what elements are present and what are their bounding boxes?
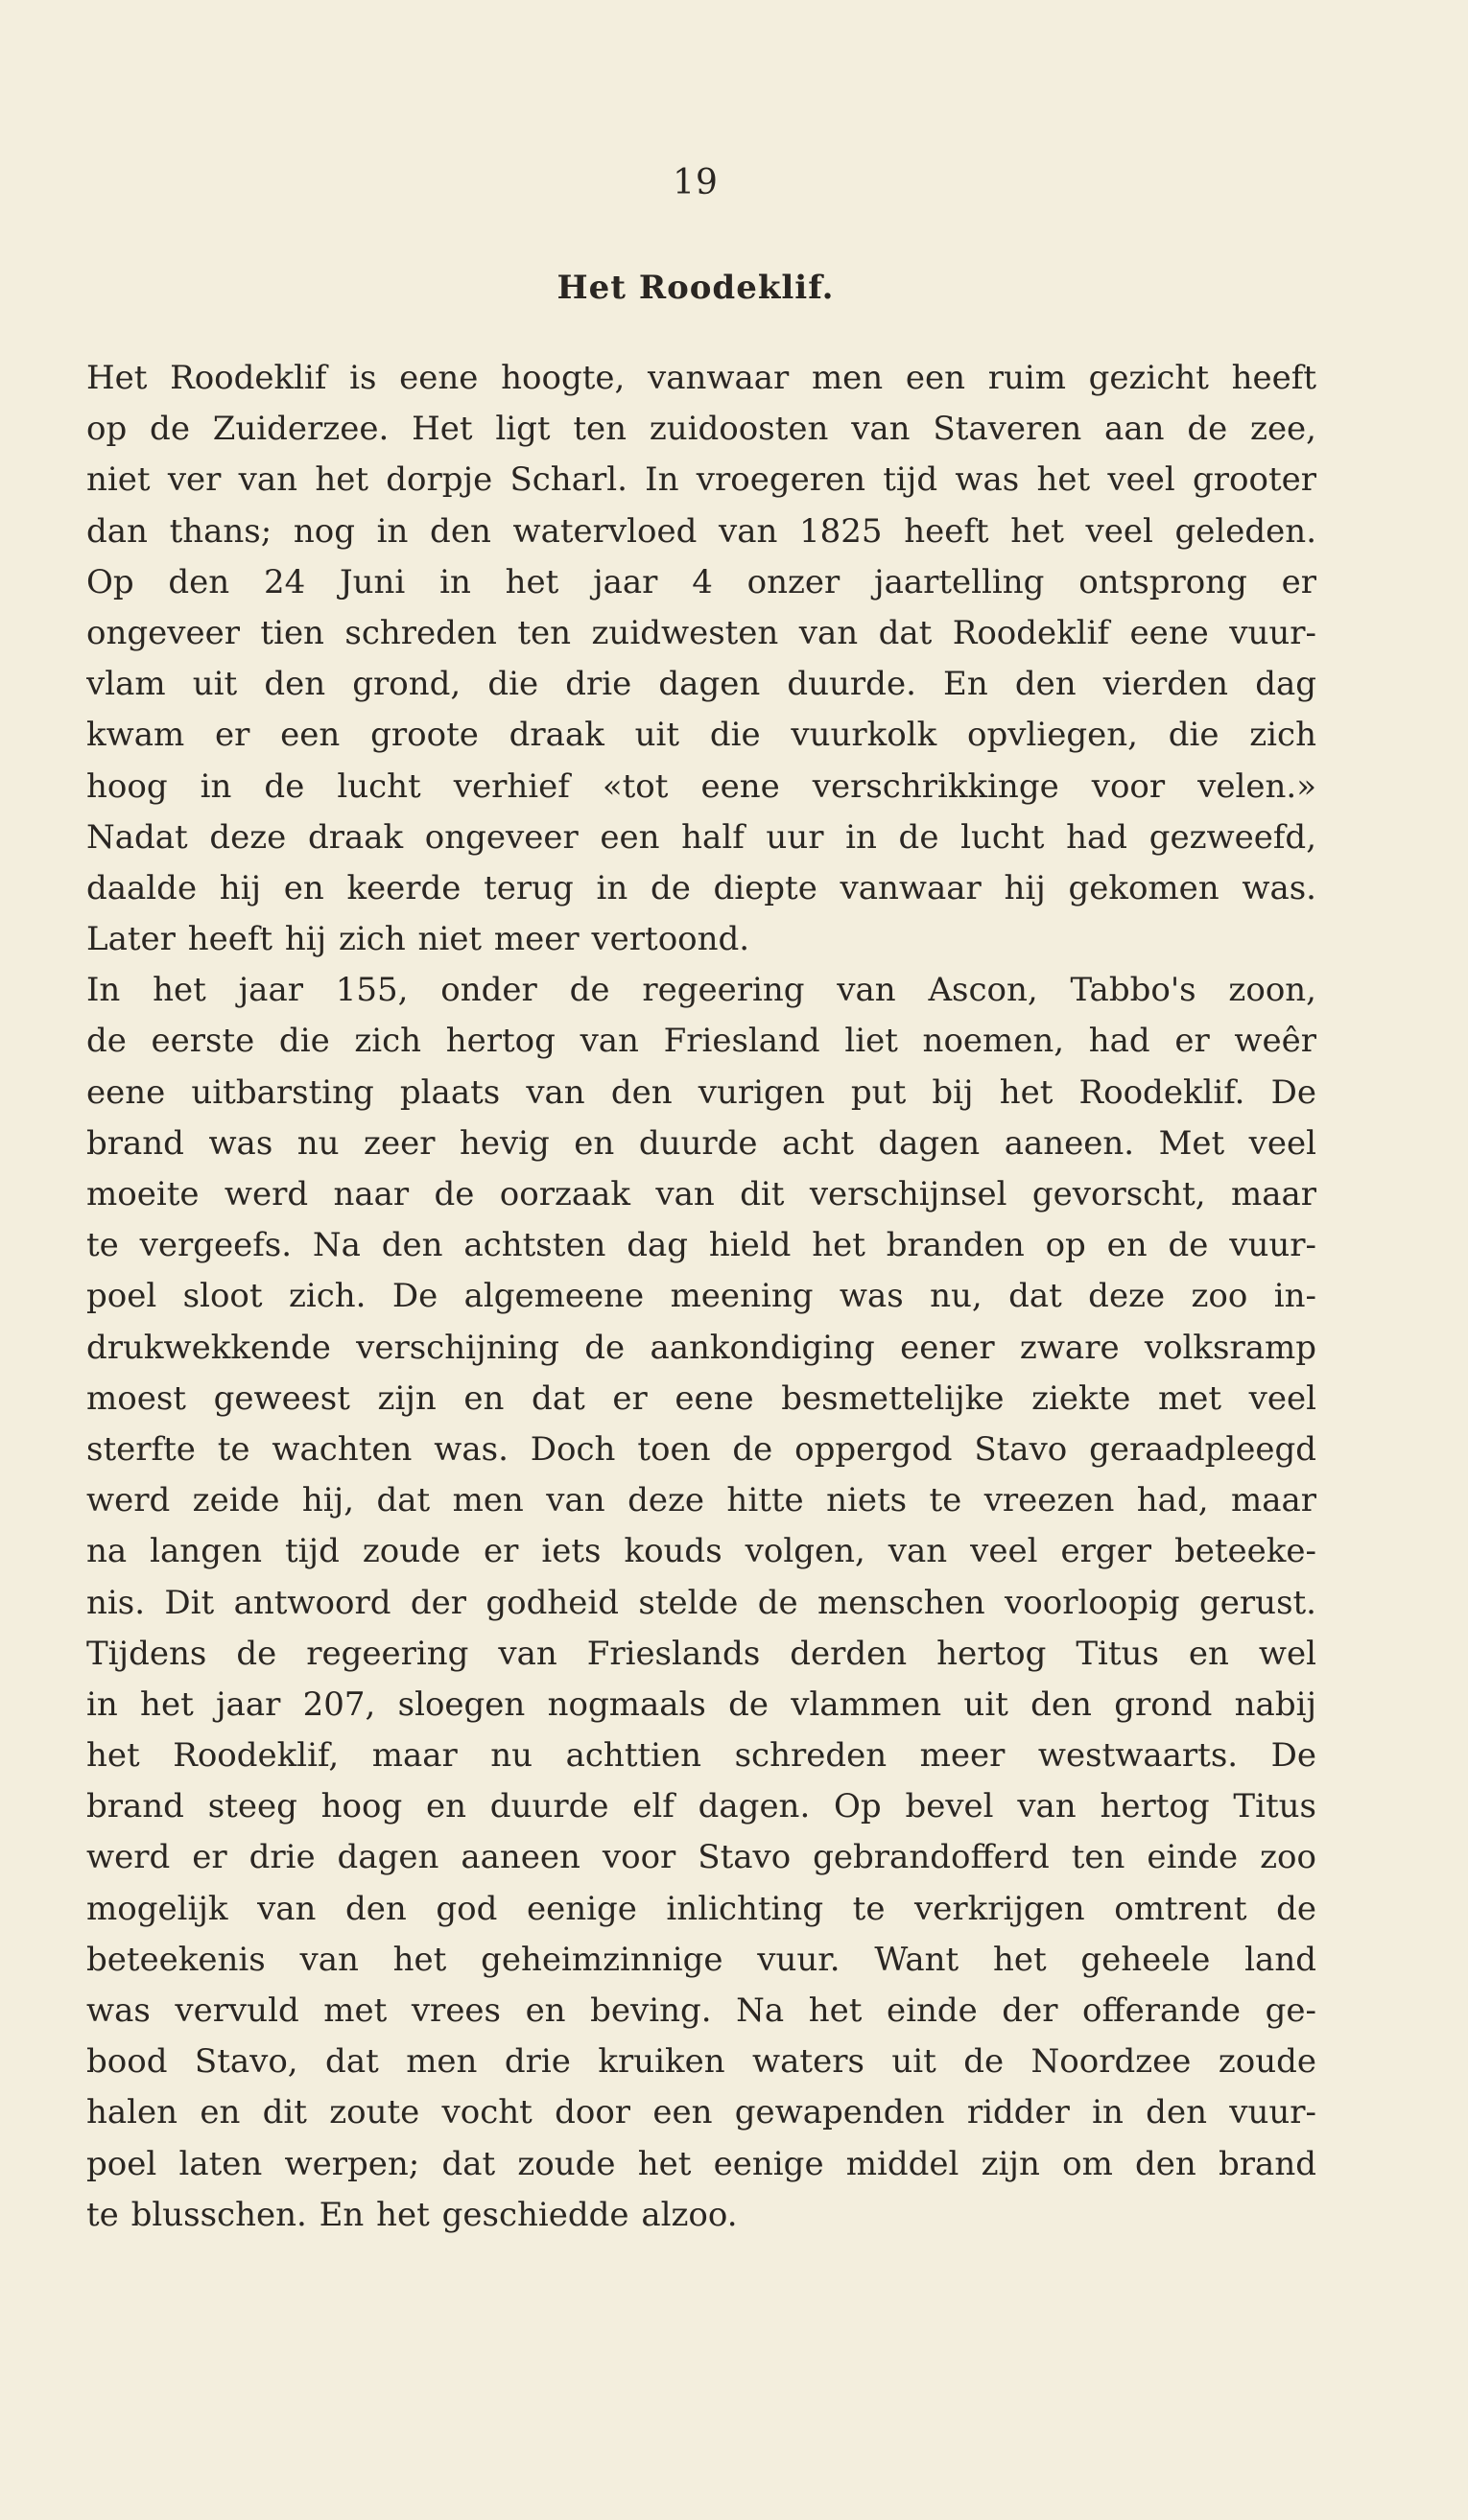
text-line: In het jaar 155, onder de regeering van Ascon, Tabbo's zoon,: [86, 971, 1316, 1010]
text-line: bood Stavo, dat men drie kruiken waters uit de Noordzee zoude: [86, 2042, 1316, 2082]
text-line: brand steeg hoog en duurde elf dagen. Op bevel van hertog Titus: [86, 1787, 1316, 1826]
text-line: was vervuld met vrees en beving. Na het einde der offerande ge-: [86, 1991, 1316, 2030]
text-line: sterfte te wachten was. Doch toen de oppergod Stavo geraadpleegd: [86, 1429, 1316, 1469]
text-line: het Roodeklif, maar nu achttien schreden meer westwaarts. De: [86, 1736, 1316, 1776]
text-line: na langen tijd zoude er iets kouds volgen, van veel erger beteeke-: [86, 1532, 1316, 1571]
text-line: werd er drie dagen aaneen voor Stavo gebrandofferd ten einde zoo: [86, 1838, 1316, 1877]
text-line: Op den 24 Juni in het jaar 4 onzer jaartelling ontsprong er: [86, 562, 1316, 601]
page-title: Het Roodeklif.: [556, 269, 835, 307]
text-line: niet ver van het dorpje Scharl. In vroegeren tijd was het veel grooter: [86, 460, 1316, 500]
text-line: daalde hij en keerde terug in de diepte vanwaar hij gekomen was.: [86, 868, 1316, 907]
text-line: poel laten werpen; dat zoude het eenige middel zijn om den brand: [86, 2144, 1316, 2183]
text-line: Tijdens de regeering van Frieslands derden hertog Titus en wel: [86, 1634, 1316, 1673]
text-line: mogelijk van den god eenige inlichting te verkrijgen omtrent de: [86, 1889, 1316, 1928]
text-line: te vergeefs. Na den achtsten dag hield het branden op en de vuur-: [86, 1226, 1316, 1265]
text-line: Het Roodeklif is eene hoogte, vanwaar men een ruim gezicht heeft: [86, 359, 1316, 397]
text-line: ongeveer tien schreden ten zuidwesten van dat Roodeklif eene vuur-: [86, 613, 1316, 652]
text-line: kwam er een groote draak uit die vuurkolk opvliegen, die zich: [86, 716, 1316, 755]
text-line: poel sloot zich. De algemeene meening was nu, dat deze zoo in-: [86, 1277, 1316, 1316]
text-line: eene uitbarsting plaats van den vurigen put bij het Roodeklif. De: [86, 1072, 1316, 1112]
text-line: Later heeft hij zich niet meer vertoond.: [86, 920, 750, 959]
text-line: op de Zuiderzee. Het ligt ten zuidoosten van Staveren aan de zee,: [86, 410, 1316, 449]
text-line: moest geweest zijn en dat er eene besmettelijke ziekte met veel: [86, 1378, 1316, 1418]
text-line: nis. Dit antwoord der godheid stelde de menschen voorloopig gerust.: [86, 1583, 1316, 1622]
text-line: halen en dit zoute vocht door een gewapenden ridder in den vuur-: [86, 2093, 1316, 2132]
body-text: [86, 353, 1316, 2241]
text-line: dan thans; nog in den watervloed van 1825 heeft het veel geleden.: [86, 511, 1316, 551]
text-line: vlam uit den grond, die drie dagen duurde. En den vierden dag: [86, 665, 1316, 704]
text-line: in het jaar 207, sloegen nogmaals de vlammen uit den grond nabij: [86, 1684, 1316, 1724]
text-line: beteekenis van het geheimzinnige vuur. Want het geheele land: [86, 1940, 1316, 1979]
text-line: de eerste die zich hertog van Friesland liet noemen, had er weêr: [86, 1022, 1316, 1061]
text-line: Nadat deze draak ongeveer een half uur in de lucht had gezweefd,: [86, 817, 1316, 857]
text-line: werd zeide hij, dat men van deze hitte niets te vreezen had, maar: [86, 1481, 1316, 1520]
text-line: drukwekkende verschijning de aankondiging eener zware volksramp: [86, 1328, 1316, 1367]
page-number: 19: [673, 163, 719, 202]
text-line: te blusschen. En het geschiedde alzoo.: [86, 2195, 738, 2234]
text-line: hoog in de lucht verhief «tot eene verschrikkinge voor velen.»: [86, 766, 1316, 806]
text-line: brand was nu zeer hevig en duurde acht dagen aaneen. Met veel: [86, 1123, 1316, 1163]
text-line: moeite werd naar de oorzaak van dit verschijnsel gevorscht, maar: [86, 1175, 1316, 1213]
